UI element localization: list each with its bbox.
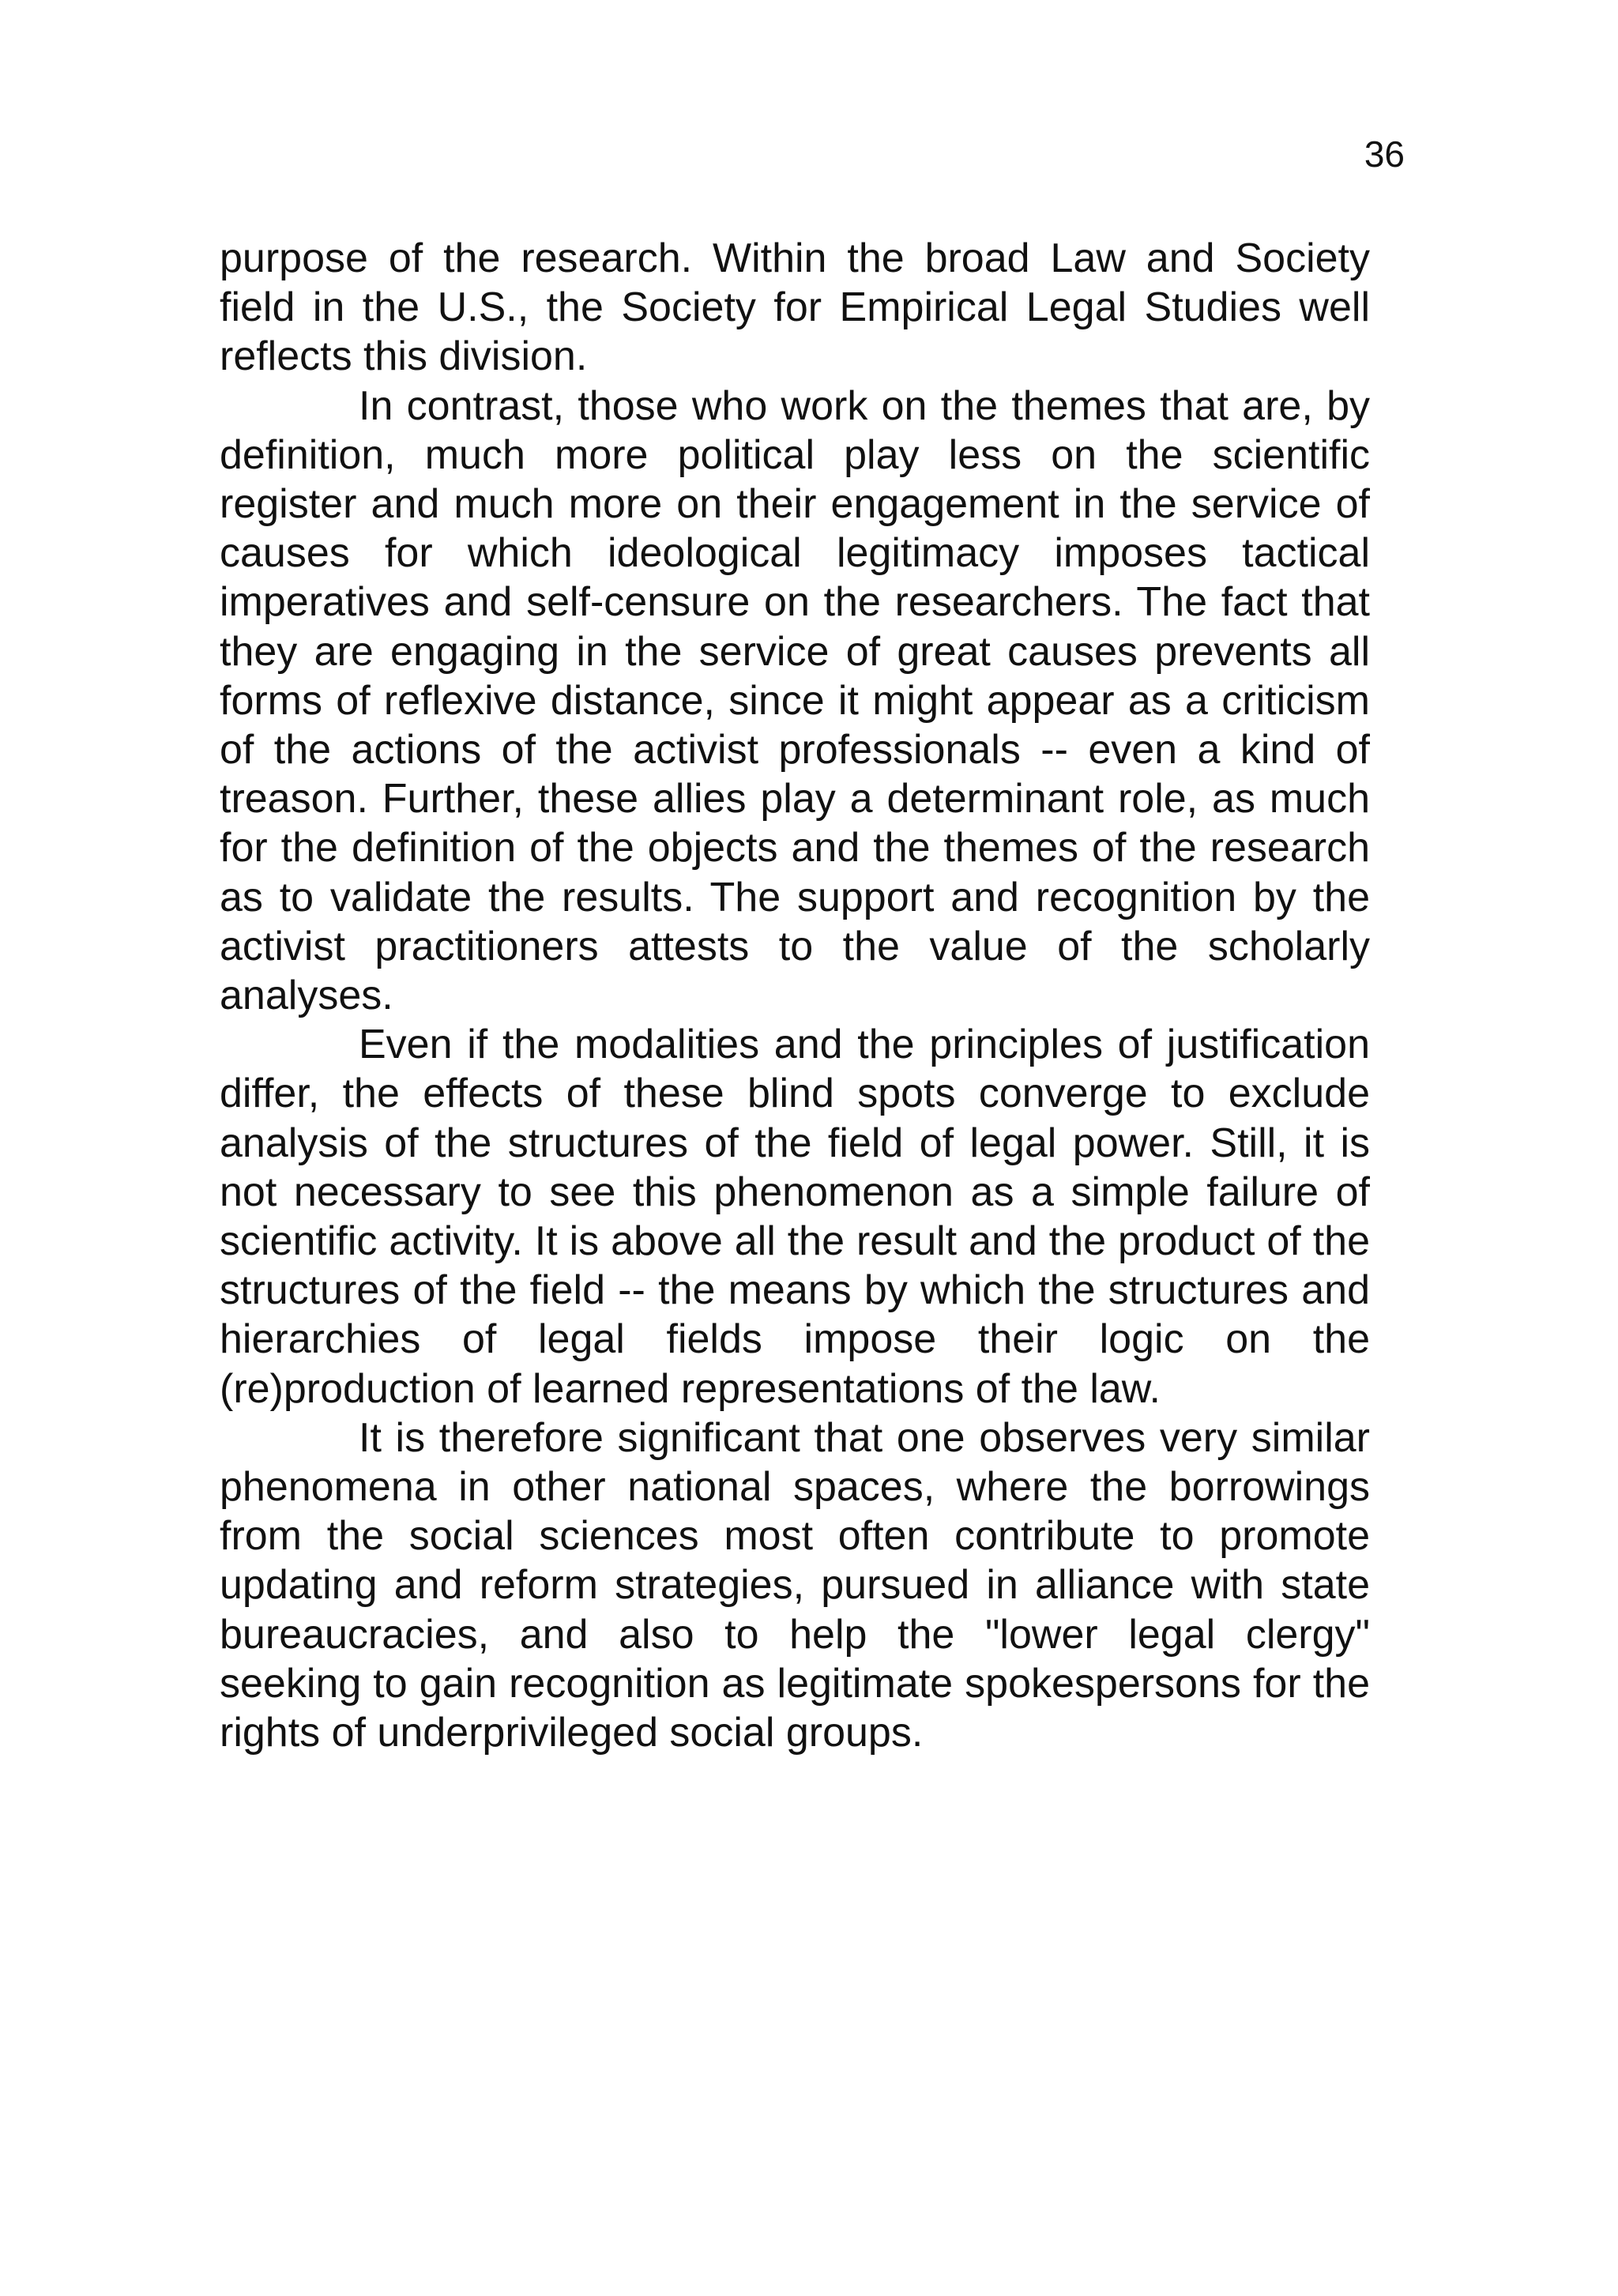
paragraph: In contrast, those who work on the themes that are, by definition, much more political play less on the scientific register and much more on their engagement in the service of causes for which ideological legitimacy imposes tactical imperatives and self-censure on the researchers. The fact that they are engaging in the service of great causes prevents all forms of reflexive distance, since it might appear as a criticism of the actions of the activist professionals -- even a kind of treason. Further, these allies play a determinant role, as much for the definition of the objects and the themes of the research as to validate the results. The support and recognition by the activist practitioners attests to the value of the scholarly analyses. xyxy=(220,382,1370,1019)
paragraph: Even if the modalities and the principles of justification differ, the effects of these blind spots converge to exclude analysis of the structures of the field of legal power. Still, it is not necessary to see this phenomenon as a simple failure of scientific activity. It is above all the result and the product of the structures of the field -- the means by which the structures and hierarchies of legal fields impose their logic on the (re)production of learned representations of the law. xyxy=(220,1022,1370,1412)
page-number: 36 xyxy=(1364,134,1405,175)
paragraph-continued: purpose of the research. Within the broad Law and Society field in the U.S., the Society for Empirical Legal Studies well reflects this division. xyxy=(220,235,1370,380)
body-text xyxy=(220,234,1370,1757)
paragraph: It is therefore significant that one observes very similar phenomena in other national spaces, where the borrowings from the social sciences most often contribute to promote updating and reform strategies, pursued in alliance with state bureaucracies, and also to help the "lower legal clergy" seeking to gain recognition as legitimate spokespersons for the rights of underprivileged social groups. xyxy=(220,1414,1370,1756)
